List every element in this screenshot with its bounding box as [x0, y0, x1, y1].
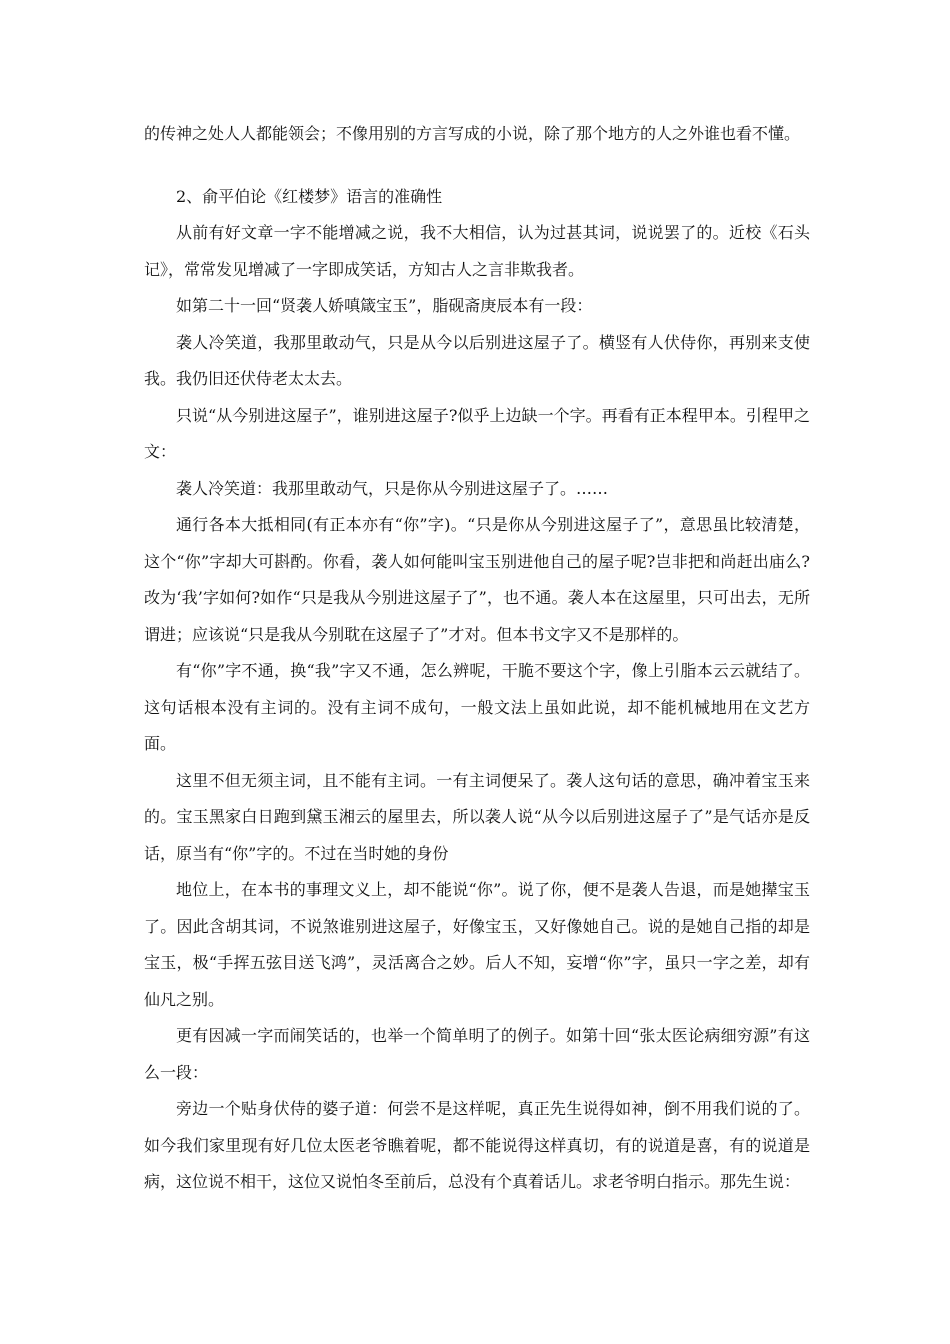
- paragraph: 地位上，在本书的事理文义上，却不能说“你”。说了你，便不是袭人告退，而是她撵宝玉了。因此含胡其词，不说煞谁别进这屋子，好像宝玉，又好像她自己。说的是她自己指的却是宝玉，极“手挥五弦目送飞鸿”，灵活离合之妙。后人不知，妄增“你”字，虽只一字之差，却有仙凡之别。: [144, 880, 810, 1009]
- paragraph: 有“你”字不通，换“我”字又不通，怎么辨呢，干脆不要这个字，像上引脂本云云就结了。这句话根本没有主词的。没有主词不成句，一般文法上虽如此说，却不能机械地用在文艺方面。: [144, 661, 810, 753]
- quotation: 袭人冷笑道：我那里敢动气，只是你从今别进这屋子了。……: [176, 478, 609, 498]
- paragraph: 如第二十一回“贤袭人娇嗔箴宝玉”，脂砚斋庚辰本有一段：: [176, 296, 593, 315]
- paragraph: 这里不但无须主词，且不能有主词。一有主词便呆了。袭人这句话的意思，确冲着宝玉来的。宝玉黑家白日跑到黛玉湘云的屋里去，所以袭人说“从今以后别进这屋子了”是气话亦是反话，原当有“你”字的。不过在当时她的身份: [144, 770, 810, 863]
- paragraph: 通行各本大抵相同(有正本亦有“你”字)。“只是你从今别进这屋子了”，意思虽比较清楚，这个“你”字却大可斟酌。你看，袭人如何能叫宝玉别进他自己的屋子呢?岂非把和尚赶出庙么?改为‘我’字如何?如作“只是我从今别进这屋子了”，也不通。袭人本在这屋里，只可出去，无所谓进；应该说“只是我从今别耽在这屋子了”才对。但本书文字又不是那样的。: [144, 515, 810, 644]
- paragraph: 从前有好文章一字不能增减之说，我不大相信，认为过甚其词，说说罢了的。近校《石头记》，常常发见增减了一字即成笑话，方知古人之言非欺我者。: [144, 223, 810, 279]
- paragraph-continued: 的传神之处人人都能领会；不像用别的方言写成的小说，除了那个地方的人之外谁也看不懂。: [144, 124, 801, 143]
- section-heading: 2、俞平伯论《红楼梦》语言的准确性: [176, 186, 443, 206]
- paragraph: 更有因减一字而闹笑话的，也举一个简单明了的例子。如第十回“张太医论病细穷源”有这么一段：: [144, 1026, 810, 1082]
- quotation: 旁边一个贴身伏侍的婆子道：何尝不是这样呢，真正先生说得如神，倒不用我们说的了。如今我们家里现有好几位太医老爷瞧着呢，都不能说得这样真切，有的说道是喜，有的说道是病，这位说不相干，这位又说怕冬至前后，总没有个真着话儿。求老爷明白指示。那先生说：: [144, 1099, 810, 1191]
- quotation: 袭人冷笑道，我那里敢动气，只是从今以后别进这屋子了。横竖有人伏侍你，再别来支使我。我仍旧还伏侍老太太去。: [144, 332, 810, 388]
- document-body: [144, 116, 810, 1201]
- paragraph: 只说“从今别进这屋子”，谁别进这屋子?似乎上边缺一个字。再看有正本程甲本。引程甲之文：: [144, 405, 810, 461]
